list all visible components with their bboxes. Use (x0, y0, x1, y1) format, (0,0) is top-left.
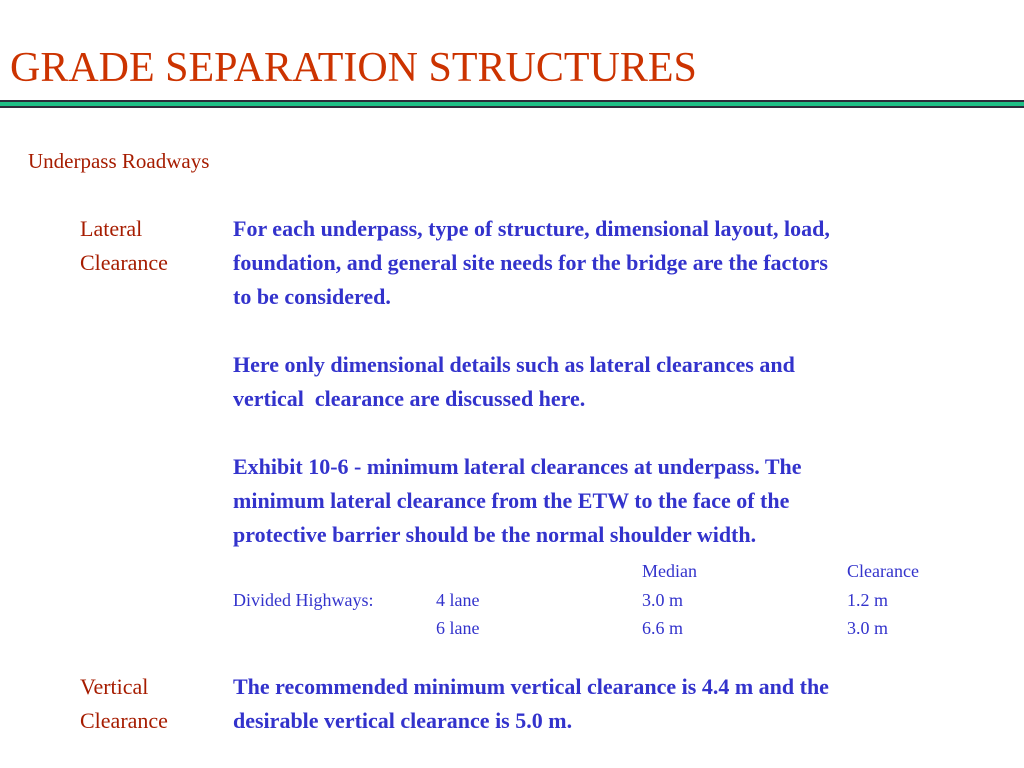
lateral-label-line1: Lateral (80, 216, 143, 241)
section-subtitle: Underpass Roadways (28, 149, 210, 173)
text-line: For each underpass, type of structure, dimensional layout, load, (233, 216, 830, 241)
text-line: desirable vertical clearance is 5.0 m. (233, 708, 573, 733)
text-line: minimum lateral clearance from the ETW to the face of the (233, 488, 790, 513)
text-line: protective barrier should be the normal shoulder width. (233, 522, 757, 547)
row-lanes: 6 lane (436, 618, 480, 638)
title-divider (0, 100, 1024, 108)
row-category: Divided Highways: (233, 590, 374, 610)
text-line: Here only dimensional details such as lateral clearances and (233, 352, 795, 377)
row-lanes: 4 lane (436, 590, 480, 610)
lateral-paragraph-2 (233, 348, 1018, 416)
slide-title: GRADE SEPARATION STRUCTURES (10, 45, 697, 91)
vertical-label-line1: Vertical (80, 674, 149, 699)
lateral-paragraph-1 (233, 212, 1018, 314)
lateral-label-line2: Clearance (80, 250, 168, 275)
text-line: to be considered. (233, 284, 391, 309)
header-clearance: Clearance (847, 561, 919, 581)
vertical-paragraph (233, 670, 1018, 738)
header-median: Median (642, 561, 697, 581)
row-median: 3.0 m (642, 590, 684, 610)
text-line: foundation, and general site needs for the bridge are the factors (233, 250, 828, 275)
text-line: The recommended minimum vertical clearance is 4.4 m and the (233, 674, 829, 699)
text-line: vertical clearance are discussed here. (233, 386, 586, 411)
row-clearance: 1.2 m (847, 590, 889, 610)
row-clearance: 3.0 m (847, 618, 889, 638)
row-median: 6.6 m (642, 618, 684, 638)
vertical-label-line2: Clearance (80, 708, 168, 733)
text-line: Exhibit 10-6 - minimum lateral clearances at underpass. The (233, 454, 802, 479)
lateral-paragraph-3 (233, 450, 1018, 552)
